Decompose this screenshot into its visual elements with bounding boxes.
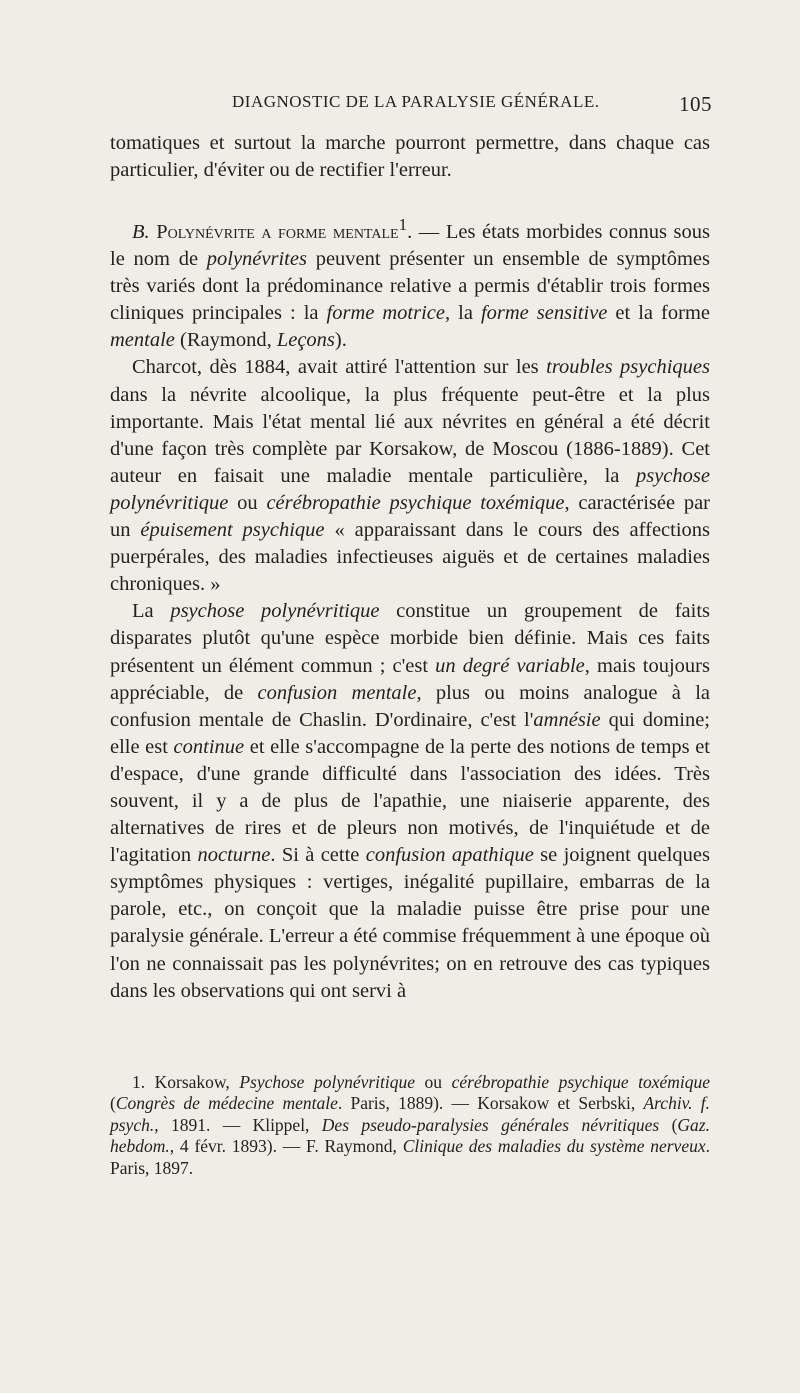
page-number: 105 bbox=[679, 92, 712, 116]
paragraph-psychose: La psychose polynévritique constitue un groupement de faits disparates plutôt qu'une espèce morbide bien définie. Mais ces faits présentent un élément commun ; c'est un degré variable, mais toujours appréciable, de confusion mentale, plus ou moins analogue à la confusion mentale de Chaslin. D'ordinaire, c'est l'amnésie qui domine; elle est continue et elle s'accompagne de la perte des notions de temps et d'espace, d'une grande difficulté dans l'association des idées. Très souvent, il y a de plus de l'apathie, une niaiserie apparente, des alternatives de rires et de pleurs non motivés, de l'inquiétude et de l'agitation nocturne. Si à cette confusion apathique se joignent quelques symptômes physiques : vertiges, inégalité pupillaire, embarras de la parole, etc., on conçoit que la maladie puisse être prise pour une paralysie générale. L'erreur a été commise fréquemment à une époque où l'on ne connaissait pas les polynévrites; on en retrouve des cas typiques dans les observations qui ont servi à bbox=[110, 600, 710, 1002]
main-text bbox=[110, 130, 710, 1005]
section-letter: B. bbox=[132, 221, 150, 244]
section-b-paragraph: B. Polynévrite a forme mentale$^1$. — Les états morbides connus sous le nom de polynévrites peuvent présenter un ensemble de symptômes très variés dont la prédominance relative a permis d'établir trois formes cliniques principales : la forme motrice, la forme sensitive et la forme mentale (Raymond, Leçons). bbox=[110, 215, 710, 352]
footnote-1: 1. Korsakow, Psychose polynévritique ou cérébropathie psychique toxémique (Congrès de médecine mentale. Paris, 1889). — Korsakow et Serbski, Archiv. f. psych., 1891. — Klippel, Des pseudo-paralysies générales névritiques (Gaz. hebdom., 4 févr. 1893). — F. Raymond, Clinique des maladies du système nerveux. Paris, 1897. bbox=[110, 1072, 711, 1178]
paragraph-charcot: Charcot, dès 1884, avait attiré l'attention sur les troubles psychiques dans la névrite alcoolique, la plus fréquente peut-être et la plus importante. Mais l'état mental lié aux névrites en général a été décrit d'une façon très complète par Korsakow, de Moscou (1886-1889). Cet auteur en faisait une maladie mentale particulière, la psychose polynévritique ou cérébropathie psychique toxémique, caractérisée par un épuisement psychique « apparaissant dans le cours des affections puerpérales, des maladies infectieuses aiguës et de certaines maladies chroniques. » bbox=[110, 356, 711, 596]
paragraph-continued: tomatiques et surtout la marche pourront permettre, dans chaque cas particulier, d'éviter ou de rectifier l'erreur. bbox=[110, 132, 710, 182]
footnote-ref[interactable]: 1 bbox=[398, 215, 408, 235]
section-heading: Polynévrite a forme mentale bbox=[156, 221, 399, 244]
running-title: DIAGNOSTIC DE LA PARALYSIE GÉNÉRALE. bbox=[232, 92, 600, 111]
footnotes bbox=[110, 1072, 710, 1179]
running-header bbox=[110, 92, 712, 122]
